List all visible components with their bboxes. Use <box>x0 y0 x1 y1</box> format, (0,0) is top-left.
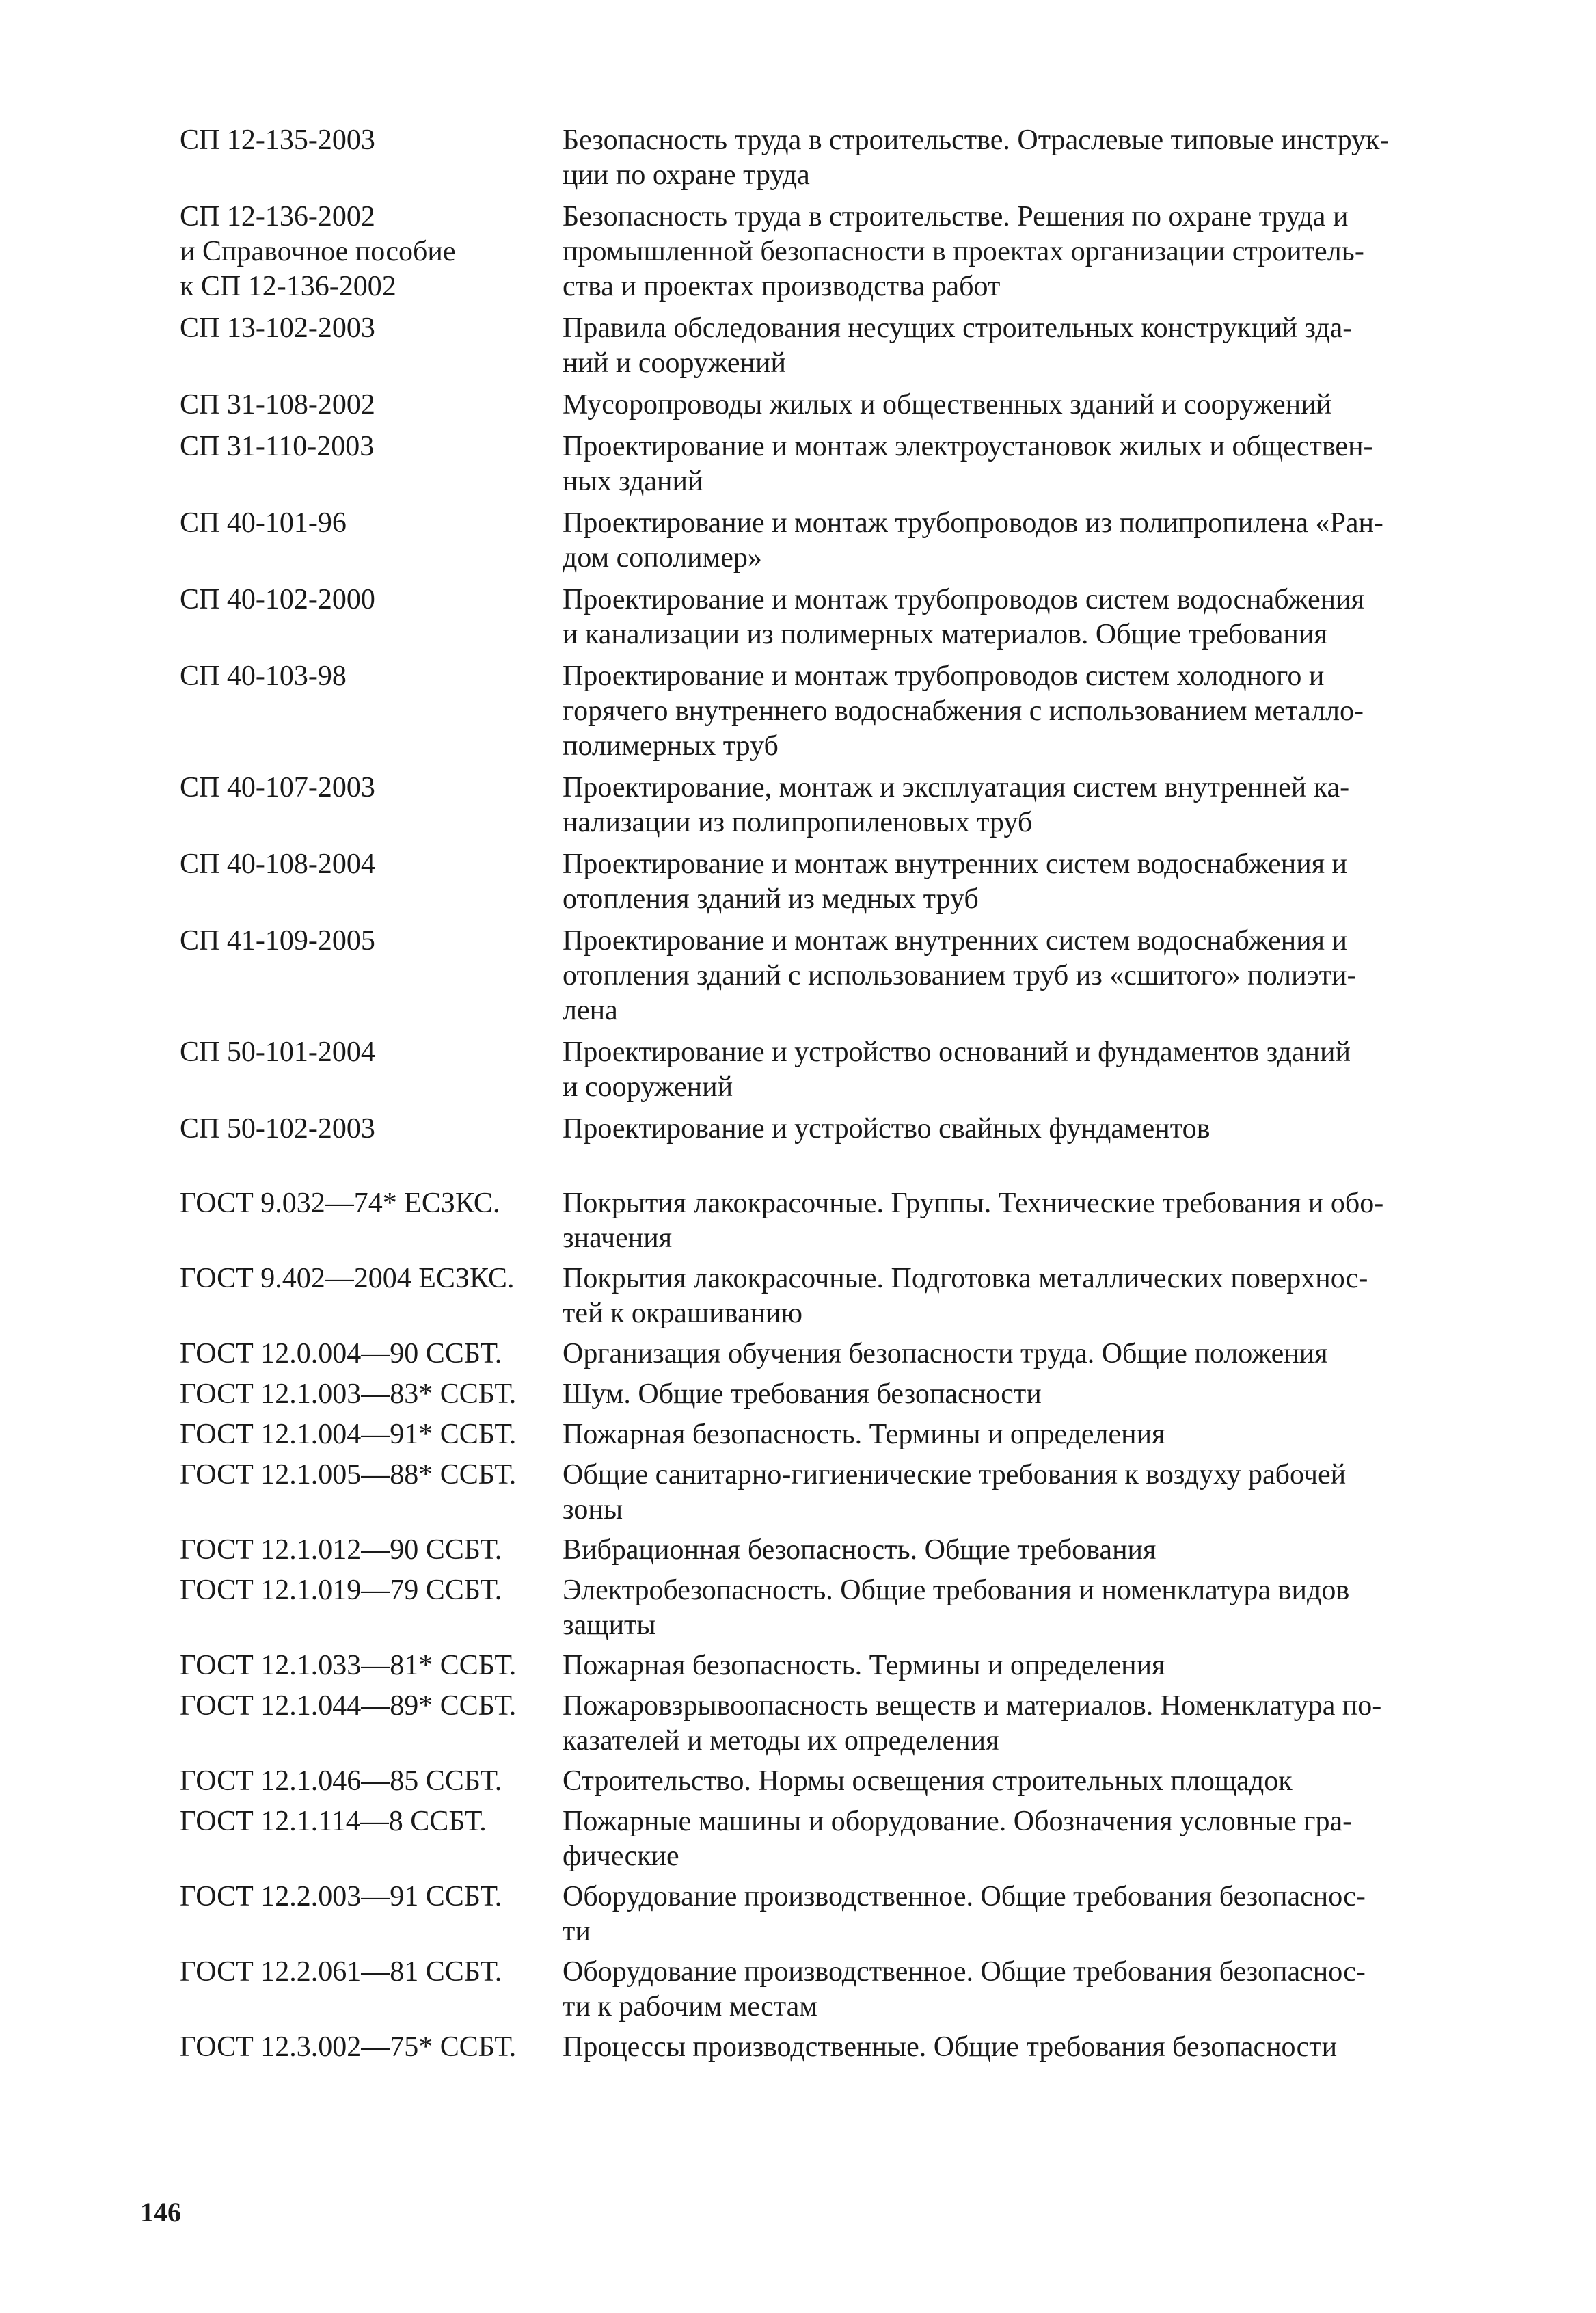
standard-title <box>563 924 1478 1028</box>
standard-entry <box>180 311 1478 381</box>
standard-title <box>563 771 1478 840</box>
title-line: Пожарная безопасность. Термины и определения <box>563 1419 1165 1450</box>
standard-title <box>563 1804 1478 1874</box>
title-line: Проектирование и монтаж внутренних систем водоснабжения и <box>563 925 1348 957</box>
standard-title <box>563 311 1478 381</box>
standard-code: СП 40-102-2000 <box>180 584 375 615</box>
title-line: Организация обучения безопасности труда. Общие положения <box>563 1338 1328 1369</box>
standard-entry <box>180 200 1478 304</box>
standard-title <box>563 1458 1478 1527</box>
standard-code: СП 40-108-2004 <box>180 848 375 880</box>
standard-title <box>563 1261 1478 1331</box>
standard-entry <box>180 1648 1478 1683</box>
standard-title <box>563 1533 1478 1568</box>
standard-entry <box>180 1417 1478 1452</box>
standard-entry <box>180 1458 1478 1527</box>
title-line: Проектирование и монтаж трубопроводов систем водоснабжения <box>563 584 1364 615</box>
standard-title <box>563 2030 1478 2065</box>
standard-code: ГОСТ 12.2.061—81 ССБТ. <box>180 1956 502 1988</box>
standard-title <box>563 583 1478 652</box>
standard-code: СП 13-102-2003 <box>180 312 375 344</box>
title-line: и канализации из полимерных материалов. Общие требования <box>563 619 1327 650</box>
standard-entry <box>180 1880 1478 1949</box>
standard-code: ГОСТ 12.1.044—89* ССБТ. <box>180 1690 517 1722</box>
title-line: Процессы производственные. Общие требования безопасности <box>563 2031 1338 2063</box>
title-line: Оборудование производственное. Общие требования безопаснос- <box>563 1956 1366 1988</box>
standard-title <box>563 1112 1478 1147</box>
standard-code: ГОСТ 12.1.012—90 ССБТ. <box>180 1534 502 1566</box>
standard-code: ГОСТ 9.402—2004 ЕСЗКС. <box>180 1263 515 1294</box>
standard-title <box>563 659 1478 764</box>
title-line: отопления зданий из медных труб <box>563 883 979 915</box>
standard-code: СП 50-101-2004 <box>180 1037 375 1068</box>
title-line: Вибрационная безопасность. Общие требования <box>563 1534 1157 1566</box>
title-line: Проектирование и монтаж трубопроводов из полипропилена «Ран- <box>563 507 1383 539</box>
gost-standards-list <box>180 1186 1478 2070</box>
title-line: и сооружений <box>563 1071 733 1103</box>
standard-code: ГОСТ 12.1.019—79 ССБТ. <box>180 1575 502 1606</box>
standard-code: ГОСТ 12.1.003—83* ССБТ. <box>180 1378 517 1410</box>
standard-entry <box>180 1689 1478 1759</box>
title-line: дом сополимер» <box>563 542 762 574</box>
standard-code: ГОСТ 12.3.002—75* ССБТ. <box>180 2031 517 2063</box>
standard-entry <box>180 1035 1478 1105</box>
title-line: горячего внутреннего водоснабжения с использованием металло- <box>563 695 1364 727</box>
title-line: Мусоропроводы жилых и общественных зданий и сооружений <box>563 389 1332 420</box>
standard-title <box>563 1377 1478 1412</box>
standard-code: СП 40-107-2003 <box>180 772 375 803</box>
standard-code: СП 31-108-2002 <box>180 389 375 420</box>
title-line: значения <box>563 1222 673 1254</box>
standard-code: ГОСТ 12.1.005—88* ССБТ. <box>180 1459 517 1490</box>
standard-code: ГОСТ 12.2.003—91 ССБТ. <box>180 1881 502 1912</box>
title-line: фические <box>563 1841 679 1872</box>
title-line: Безопасность труда в строительстве. Решения по охране труда и <box>563 201 1349 232</box>
standard-title <box>563 1955 1478 2024</box>
standard-code: СП 12-136-2002 и Справочное пособие к СП 12-136-2002 <box>180 201 456 302</box>
standard-title <box>563 1689 1478 1759</box>
title-line: Проектирование, монтаж и эксплуатация систем внутренней ка- <box>563 772 1350 803</box>
title-line: полимерных труб <box>563 730 779 762</box>
title-line: Пожарная безопасность. Термины и определения <box>563 1650 1165 1681</box>
title-line: ний и сооружений <box>563 347 786 379</box>
title-line: промышленной безопасности в проектах организации строитель- <box>563 236 1364 267</box>
standard-code: СП 31-110-2003 <box>180 431 375 462</box>
standard-entry <box>180 1377 1478 1412</box>
title-line: ти к рабочим местам <box>563 1991 817 2022</box>
title-line: Пожаровзрывоопасность веществ и материалов. Номенклатура по- <box>563 1690 1382 1722</box>
standard-title <box>563 1880 1478 1949</box>
standard-title <box>563 1186 1478 1256</box>
standard-code: ГОСТ 12.1.033—81* ССБТ. <box>180 1650 517 1681</box>
standard-entry <box>180 388 1478 423</box>
title-line: Пожарные машины и оборудование. Обозначения условные гра- <box>563 1806 1353 1837</box>
title-line: Оборудование производственное. Общие требования безопаснос- <box>563 1881 1366 1912</box>
standard-entry <box>180 1955 1478 2024</box>
title-line: Проектирование и монтаж электроустановок жилых и обществен- <box>563 431 1373 462</box>
standard-code: СП 41-109-2005 <box>180 925 375 957</box>
standard-title <box>563 1337 1478 1372</box>
title-line: нализации из полипропиленовых труб <box>563 807 1033 838</box>
title-line: Проектирование и устройство оснований и фундаментов зданий <box>563 1037 1351 1068</box>
sp-standards-list <box>180 123 1478 1153</box>
title-line: Проектирование и монтаж внутренних систем водоснабжения и <box>563 848 1348 880</box>
standard-entry <box>180 847 1478 917</box>
standard-title <box>563 1417 1478 1452</box>
title-line: Проектирование и монтаж трубопроводов систем холодного и <box>563 660 1325 692</box>
standard-entry <box>180 429 1478 499</box>
standard-entry <box>180 123 1478 193</box>
standard-entry <box>180 771 1478 840</box>
standard-title <box>563 1764 1478 1799</box>
standard-entry <box>180 1112 1478 1147</box>
title-line: Безопасность труда в строительстве. Отраслевые типовые инструк- <box>563 124 1390 156</box>
title-line: Шум. Общие требования безопасности <box>563 1378 1042 1410</box>
standard-title <box>563 388 1478 423</box>
standard-title <box>563 506 1478 576</box>
standard-entry <box>180 1337 1478 1372</box>
standard-entry <box>180 1764 1478 1799</box>
page-number: 146 <box>140 2197 181 2228</box>
title-line: тей к окрашиванию <box>563 1298 802 1329</box>
standard-entry <box>180 659 1478 764</box>
standard-entry <box>180 1804 1478 1874</box>
standard-title <box>563 1035 1478 1105</box>
title-line: ти <box>563 1916 591 1947</box>
title-line: зоны <box>563 1494 623 1525</box>
title-line: Правила обследования несущих строительных конструкций зда- <box>563 312 1353 344</box>
standard-entry <box>180 1261 1478 1331</box>
title-line: Проектирование и устройство свайных фундаментов <box>563 1113 1210 1145</box>
standard-code: СП 40-101-96 <box>180 507 347 539</box>
standard-code: ГОСТ 12.0.004—90 ССБТ. <box>180 1338 502 1369</box>
title-line: казателей и методы их определения <box>563 1725 999 1756</box>
standard-code: ГОСТ 9.032—74* ЕСЗКС. <box>180 1188 500 1219</box>
standard-entry <box>180 924 1478 1028</box>
standard-entry <box>180 506 1478 576</box>
standard-code: ГОСТ 12.1.046—85 ССБТ. <box>180 1765 502 1797</box>
title-line: ства и проектах производства работ <box>563 271 1001 302</box>
title-line: Покрытия лакокрасочные. Подготовка металлических поверхнос- <box>563 1263 1368 1294</box>
standard-code: СП 40-103-98 <box>180 660 347 692</box>
standard-title <box>563 1648 1478 1683</box>
standard-code: СП 12-135-2003 <box>180 124 375 156</box>
standard-title <box>563 123 1478 193</box>
standard-code: ГОСТ 12.1.114—8 ССБТ. <box>180 1806 487 1837</box>
title-line: Общие санитарно-гигиенические требования к воздуху рабочей <box>563 1459 1347 1490</box>
standard-entry <box>180 1186 1478 1256</box>
standard-entry <box>180 1573 1478 1643</box>
standard-entry <box>180 1533 1478 1568</box>
title-line: Покрытия лакокрасочные. Группы. Технические требования и обо- <box>563 1188 1384 1219</box>
standard-entry <box>180 583 1478 652</box>
standard-title <box>563 1573 1478 1643</box>
title-line: ции по охране труда <box>563 159 810 191</box>
standard-code: СП 50-102-2003 <box>180 1113 375 1145</box>
title-line: отопления зданий с использованием труб из «сшитого» полиэти- <box>563 960 1357 991</box>
title-line: ных зданий <box>563 466 703 497</box>
standard-code: ГОСТ 12.1.004—91* ССБТ. <box>180 1419 517 1450</box>
title-line: лена <box>563 995 618 1026</box>
standard-title <box>563 429 1478 499</box>
standard-title <box>563 200 1478 304</box>
title-line: Строительство. Нормы освещения строительных площадок <box>563 1765 1293 1797</box>
title-line: защиты <box>563 1609 656 1641</box>
title-line: Электробезопасность. Общие требования и номенклатура видов <box>563 1575 1350 1606</box>
standard-title <box>563 847 1478 917</box>
standard-entry <box>180 2030 1478 2065</box>
